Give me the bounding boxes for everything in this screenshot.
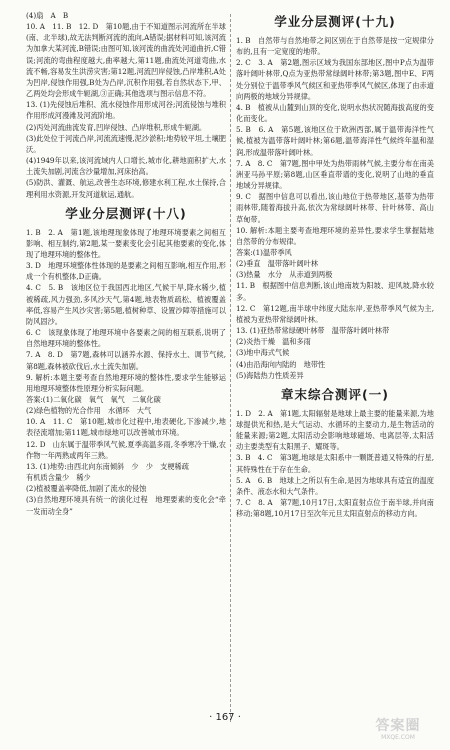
answer-paragraph: (3)自然地理环境具有统一的演化过程 地理要素的变化会“牵一发而动全身”	[26, 495, 226, 516]
answer-paragraph: (5)海陆热力性质差异	[236, 370, 304, 380]
answer-paragraph: 4. C 5. B 该地区位于我国西北地区,气候干旱,降水稀少,植被稀疏,风力强劲,多风沙天气,第4题,地表物质疏松、植被覆盖率低,容易产生风沙灾害;第5题,植树种草、设置沙障等措施可以防风固沙。	[26, 283, 226, 326]
answer-paragraph: (2)绿色植物的光合作用 水循环 大气	[26, 406, 152, 416]
answer-paragraph: 13. (1)先侵蚀后堆积、流水侵蚀作用形成河谷;河流侵蚀与堆积作用形成河漫滩及河流阶地。	[26, 100, 226, 121]
answer-paragraph: (3)地中海式气候	[236, 348, 290, 358]
page-number: · 167 ·	[209, 712, 241, 723]
right-column	[236, 10, 434, 519]
column-divider	[230, 14, 231, 722]
answer-paragraph: 9. 解析:本题主要考查自然地理环境的整体性,要求学生能够运用地理环境整体性原理分析实际问题。	[26, 372, 226, 393]
answer-paragraph: 13. (1)地势:由西北向东南倾斜 少 少 支梗稀疏	[26, 461, 189, 471]
section-title-19: 学业分层测评(十九)	[274, 14, 396, 29]
answer-paragraph: (5)防洪、灌溉、航运,改善生态环境,修建水利工程,水土保持,合理利用水资源,开发河道航运,通航。	[26, 178, 226, 199]
answer-paragraph: (2)丙处河流曲流发育,凹岸侵蚀、凸岸堆积,形成牛轭湖。	[26, 122, 207, 132]
answer-paragraph: 9. C 据图中信息可以看出,该山地位于热带地区,基带为热带雨林带,随着海拔升高,依次为常绿阔叶林带、针叶林带、高山草甸带。	[236, 192, 434, 224]
answer-paragraph: 10. A 11. B 12. D 第10题,由于不知道图示河流所在半球(南、北半球),故无法判断河流的流向,A错误;据材料可知,该河流为加拿大某河流,B错误;由图可知,该河流的曲流处河道曲折,C错误;河流的弯曲程度越大,曲率越大,第11题,曲流处河道弯曲,水流不畅,容易发生洪涝灾害;第12题,河流凹岸侵蚀,凸岸堆积,A处为凹岸,侵蚀作用强,B处为凸岸,沉积作用强,若自然状态下,甲、乙两处均会形成牛轭湖,③正确;其他选项与图示信息不符。	[26, 22, 226, 99]
answer-paragraph: 1. D 2. A 第1题,太阳辐射是地球上最主要的能量来源,为地球提供光和热,是大气运动、水循环的主要动力,是生物活动的能量来源;第2题,太阳活动会影响地球磁场、电离层等,太阳活动主要类型有太阳黑子、耀斑等。	[236, 408, 434, 452]
answer-paragraph: (2)植被覆盖率降低,加剧了流水的侵蚀	[26, 484, 147, 494]
left-column	[26, 10, 226, 517]
answer-paragraph: 10. A 11. C 第10题,城市化过程中,地表硬化,下渗减少,地表径流增加;第11题,城市绿地可以改善城市环境。	[26, 417, 226, 438]
answer-paragraph: 4. B 植被从山麓到山顶的变化,说明水热状况随海拔高度的变化而变化。	[236, 102, 434, 124]
answer-paragraph: 12. D 山东属于温带季风气候,夏季高温多雨,冬季寒冷干燥,农作物一年两熟或两年三熟。	[26, 439, 226, 460]
answer-paragraph: (2)垂直 温带落叶阔叶林	[236, 259, 319, 269]
answer-paragraph: 答案:(1)二氧化碳 氧气 氧气 二氧化碳	[26, 395, 161, 404]
answer-paragraph: (4)由沿海向内陆的 地带性	[236, 359, 326, 369]
answer-paragraph: 3. B 4. C 第3题,地球是太阳系中一颗既普通又特殊的行星,其特殊性在于存在生命。	[236, 453, 434, 474]
answer-paragraph: (2)炎热干燥 温和多雨	[236, 337, 311, 347]
answer-paragraph: 13. (1)亚热带常绿硬叶林带 温带落叶阔叶林带	[236, 326, 390, 336]
answer-paragraph: 7. C 8. A 第7题,10月17日,太阳直射点位于南半球,并向南移动;第8题,10月17日至次年元旦太阳直射点的移动方向。	[236, 498, 434, 519]
unit-review-title: 章末综合测评(一)	[281, 386, 389, 402]
answer-paragraph: 6. C 该现象体现了地理环境中各要素之间的相互联系,说明了自然地理环境的整体性。	[26, 328, 226, 349]
answer-paragraph: (3)此处位于河流凸岸,河流流速慢,泥沙淤积;地势较平坦,土壤肥沃。	[26, 133, 226, 154]
answer-paragraph: 5. B 6. A 第5题,该地区位于欧洲西部,属于温带海洋性气候,植被为温带落叶阔叶林;第6题,温带海洋性气候终年温和湿润,形成温带落叶阔叶林。	[236, 125, 434, 157]
answer-paragraph: 答案:(1)温带季风	[236, 247, 292, 257]
answer-paragraph: (3)热量 水分 从赤道到两极	[236, 270, 333, 280]
answer-paragraph: 7. A 8. D 第7题,森林可以涵养水源、保持水土、调节气候,第8题,森林被砍伐后,水土流失加剧。	[26, 350, 226, 371]
answer-paragraph: 1. B 自然带与自然地带之间区别在于自然带是按一定规律分布的,且有一定宽度的地带。	[236, 36, 434, 57]
answer-paragraph: 1. B 2. A 第1题,该地理现象体现了地理环境要素之间相互影响、相互制约,第2题,某一要素变化会引起其他要素的变化,体现了地理环境的整体性。	[26, 227, 226, 259]
answer-paragraph: 10. 解析:本题主要考查地理环境的差异性,要求学生掌握陆地自然带的分布规律。	[236, 225, 434, 246]
section-title-18: 学业分层测评(十八)	[65, 205, 187, 221]
answer-paragraph: 7. A 8. C 第7题,图中甲处为热带雨林气候,主要分布在南美洲亚马孙平原;第8题,山区垂直带谱的变化,说明了山地的垂直地域分异规律。	[236, 158, 434, 191]
answer-paragraph: 12. C 第12题,南半球中纬度大陆东岸,亚热带季风气候为主,植被为亚热带常绿阔叶林。	[236, 303, 434, 324]
answer-paragraph: (4)扇 A B	[26, 11, 69, 20]
answer-paragraph: (4)1949年以来,该河流域内人口增长,城市化,耕地面积扩大,水土流失加剧,河流含沙量增加,河床抬高。	[26, 156, 226, 177]
answer-paragraph: 11. B 根据图中信息判断,该山地南坡为阳坡、迎风坡,降水较多。	[236, 281, 434, 302]
watermark-url: MXQE.COM	[381, 734, 415, 741]
answer-paragraph: 有机质含量少 稀少	[26, 473, 91, 483]
answer-paragraph: 5. A 6. B 地球上之所以有生命,是因为地球具有适宜的温度条件、液态水和大气条件。	[236, 475, 434, 496]
watermark	[352, 718, 444, 746]
answer-paragraph: 3. D 地理环境整体性体现的是要素之间相互影响,相互作用,形成一个有机整体,D正确。	[26, 261, 226, 282]
answer-paragraph: 2. C 3. A 第2题,图示区域为我国东部地区,图中P点为温带落叶阔叶林带,Q点为亚热带常绿阔叶林带;第3题,图中E、F两处分别位于温带季风气候区和亚热带季风气候区,体现了由赤道向两极的地域分异规律。	[236, 58, 434, 101]
watermark-logo: 答案圈	[375, 718, 421, 734]
